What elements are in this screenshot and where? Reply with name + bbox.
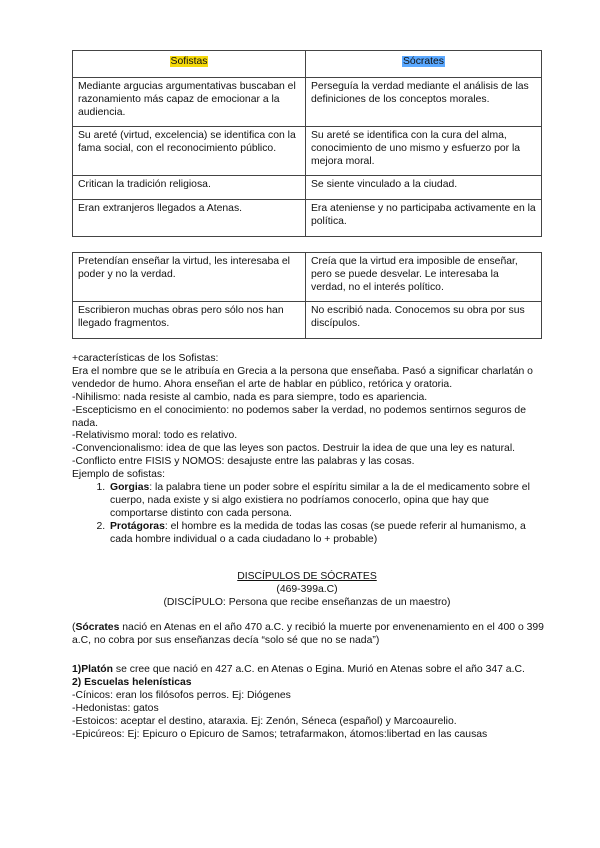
header-socrates: Sócrates <box>402 56 444 67</box>
cell-sofistas: Escribieron muchas obras pero sólo nos han llegado fragmentos. <box>73 302 306 339</box>
comparison-table-2 <box>72 252 542 339</box>
disciples-definition: (DISCÍPULO: Persona que recibe enseñanzas de un maestro) <box>163 596 451 608</box>
disciples-title: DISCÍPULOS DE SÓCRATES <box>237 571 377 582</box>
table-row <box>73 78 542 127</box>
cell-socrates: No escribió nada. Conocemos su obra por sus discípulos. <box>306 302 542 339</box>
platon-label: 1)Platón <box>72 664 113 675</box>
examples-label: Ejemplo de sofistas: <box>72 469 165 481</box>
notes-item: -Conflicto entre FISIS y NOMOS: desajuste entre las palabras y las cosas. <box>72 456 415 468</box>
cell-sofistas: Su areté (virtud, excelencia) se identifica con la fama social, con el reconocimiento público. <box>73 127 306 176</box>
cell-socrates: Su areté se identifica con la cura del alma, conocimiento de uno mismo y esfuerzo por la mejora moral. <box>306 127 542 176</box>
header-cell-socrates <box>306 51 542 78</box>
notes-item: -Nihilismo: nada resiste al cambio, nada es para siempre, todo es apariencia. <box>72 391 428 403</box>
socrates-text <box>72 622 544 648</box>
cell-socrates: Era ateniense y no participaba activamente en la política. <box>306 200 542 237</box>
cell-socrates: Creía que la virtud era imposible de enseñar, pero se puede desvelar. Le interesaba la verdad, no el interés político. <box>306 253 542 302</box>
example-text: : la palabra tiene un poder sobre el espíritu similar a la de el medicamento sobre el cuerpo, nada existe y si algo existiera no podríamos conocerlo, opina que hay que comportarse distinto con cada persona. <box>110 482 530 519</box>
comparison-table-1 <box>72 50 542 237</box>
socrates-body: nació en Atenas en el año 470 a.C. y recibió la muerte por envenenamiento en el 400 o 399 a.C, no cobra por sus enseñanzas decía “solo sé que no se nada”) <box>72 622 544 646</box>
cell-sofistas: Eran extranjeros llegados a Atenas. <box>73 200 306 237</box>
platon-paragraph <box>72 664 544 677</box>
schools-heading-text: 2) Escuelas helenísticas <box>72 676 192 688</box>
cell-sofistas: Critican la tradición religiosa. <box>73 176 306 200</box>
notes-heading: +características de los Sofistas: <box>72 353 219 364</box>
disciples-years: (469-399a.C) <box>276 583 338 595</box>
example-text: : el hombre es la medida de todas las cosas (se puede referir al humanismo, a cada hombre individual o a cada ciudadano lo + probable) <box>110 520 526 545</box>
cell-sofistas: Mediante argucias argumentativas buscaban el razonamiento más capaz de emocionar a la audiencia. <box>73 78 306 127</box>
socrates-name: Sócrates <box>75 622 120 633</box>
school-item: -Cínicos: eran los filósofos perros. Ej: Diógenes <box>72 689 291 701</box>
paren-open: ( <box>72 622 76 633</box>
socrates-paragraph <box>72 622 544 648</box>
table-row <box>73 253 542 302</box>
disciples-header <box>72 571 542 610</box>
table-row <box>73 200 542 237</box>
table-row <box>73 127 542 176</box>
notes-item: -Escepticismo en el conocimiento: no podemos saber la verdad, no podemos sentirnos seguros de nada. <box>72 404 526 429</box>
header-sofistas: Sofistas <box>170 56 208 67</box>
example-item <box>108 482 544 521</box>
sofistas-notes <box>72 353 544 547</box>
notes-item: -Relativismo moral: todo es relativo. <box>72 430 238 442</box>
platon-text: se cree que nació en 427 a.C. en Atenas o Egina. Murió en Atenas sobre el año 347 a.C. <box>113 664 525 675</box>
school-item: -Hedonistas: gatos <box>72 702 159 714</box>
examples-list <box>72 482 544 547</box>
school-item: -Estoicos: aceptar el destino, ataraxia. Ej: Zenón, Séneca (español) y Marcoaurelio. <box>72 715 457 727</box>
example-name: Gorgias <box>110 482 150 494</box>
cell-socrates: Perseguía la verdad mediante el análisis de las definiciones de los conceptos morales. <box>306 78 542 127</box>
school-item: -Epicúreos: Ej: Epicuro o Epicuro de Samos; tetrafarmakon, átomos:libertad en las causas <box>72 728 488 740</box>
header-cell-sofistas <box>73 51 306 78</box>
schools-heading <box>72 677 544 690</box>
table-row <box>73 302 542 339</box>
notes-intro: Era el nombre que se le atribuía en Grecia a la persona que enseñaba. Pasó a significar charlatán o vendedor de humo. Ahora enseñan el arte de hablar en público, retórica y oratoria. <box>72 365 533 390</box>
table-row <box>73 176 542 200</box>
table-header-row <box>73 51 542 78</box>
disciples-list <box>72 664 544 741</box>
cell-sofistas: Pretendían enseñar la virtud, les interesaba el poder y no la verdad. <box>73 253 306 302</box>
notes-item: -Convencionalismo: idea de que las leyes son pactos. Destruir la idea de que una ley es natural. <box>72 443 516 455</box>
example-name: Protágoras <box>110 520 165 532</box>
example-item <box>108 521 544 547</box>
cell-socrates: Se siente vinculado a la ciudad. <box>306 176 542 200</box>
